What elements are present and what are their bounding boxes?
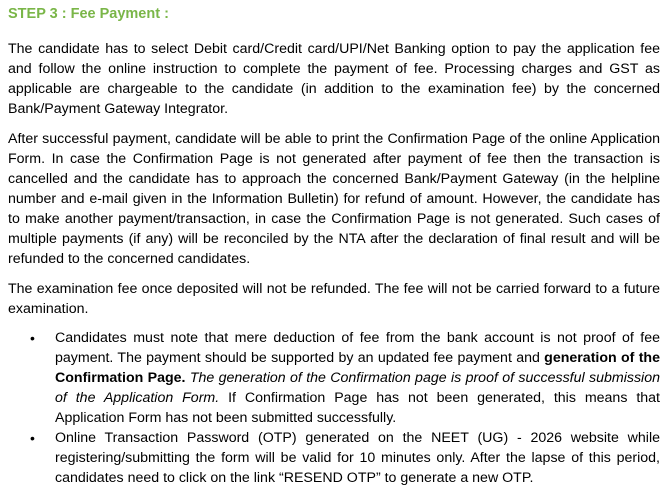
paragraph-confirmation-page: After successful payment, candidate will be able to print the Confirmation Page of the online Application Form. In case the Confirmation Page is not generated after payment of fee then the transaction is cancelled and the candidate has to approach the concerned Bank/Payment Gateway (in the helpline number and e-mail given in the Information Bulletin) for refund of amount. However, the candidate has to make another payment/transaction, in case the Confirmation Page is not generated. Such cases of multiple payments (if any) will be reconciled by the NTA after the declaration of final result and will be refunded to the concerned candidates. — [8, 131, 660, 267]
paragraph-refund-policy: The examination fee once deposited will not be refunded. The fee will not be carried forward to a future examination. — [8, 281, 660, 317]
bullet-text-bold: generation of the Confirmation Page. — [55, 350, 660, 386]
bullet-list — [8, 328, 660, 488]
bullet-text: Candidates must note that mere deduction of fee from the bank account is not proof of fee payment. The payment should be supported by an updated fee payment and — [55, 330, 660, 366]
paragraph-payment-options: The candidate has to select Debit card/Credit card/UPI/Net Banking option to pay the application fee and follow the online instruction to complete the payment of fee. Processing charges and GST as applicable are chargeable to the candidate (in addition to the examination fee) by the concerned Bank/Payment Gateway Integrator. — [8, 41, 660, 117]
bullet-item-fee-proof — [8, 328, 660, 428]
bullet-text: Online Transaction Password (OTP) generated on the NEET (UG) - 2026 website while registering/submitting the form will be valid for 10 minutes only. After the lapse of this period, candidates need to click on the link “RESEND OTP” to generate a new OTP. — [55, 430, 660, 486]
bullet-text: If Confirmation Page has not been generated, this means that Application Form has not been submitted successfully. — [55, 390, 660, 426]
bullet-text-italic: The generation of the Confirmation page is proof of successful submission of the Application Form. — [55, 370, 660, 406]
bullet-icon: • — [30, 330, 35, 346]
bullet-icon: • — [30, 430, 35, 446]
bullet-item-otp — [8, 428, 660, 488]
section-heading: STEP 3 : Fee Payment : — [8, 6, 169, 22]
